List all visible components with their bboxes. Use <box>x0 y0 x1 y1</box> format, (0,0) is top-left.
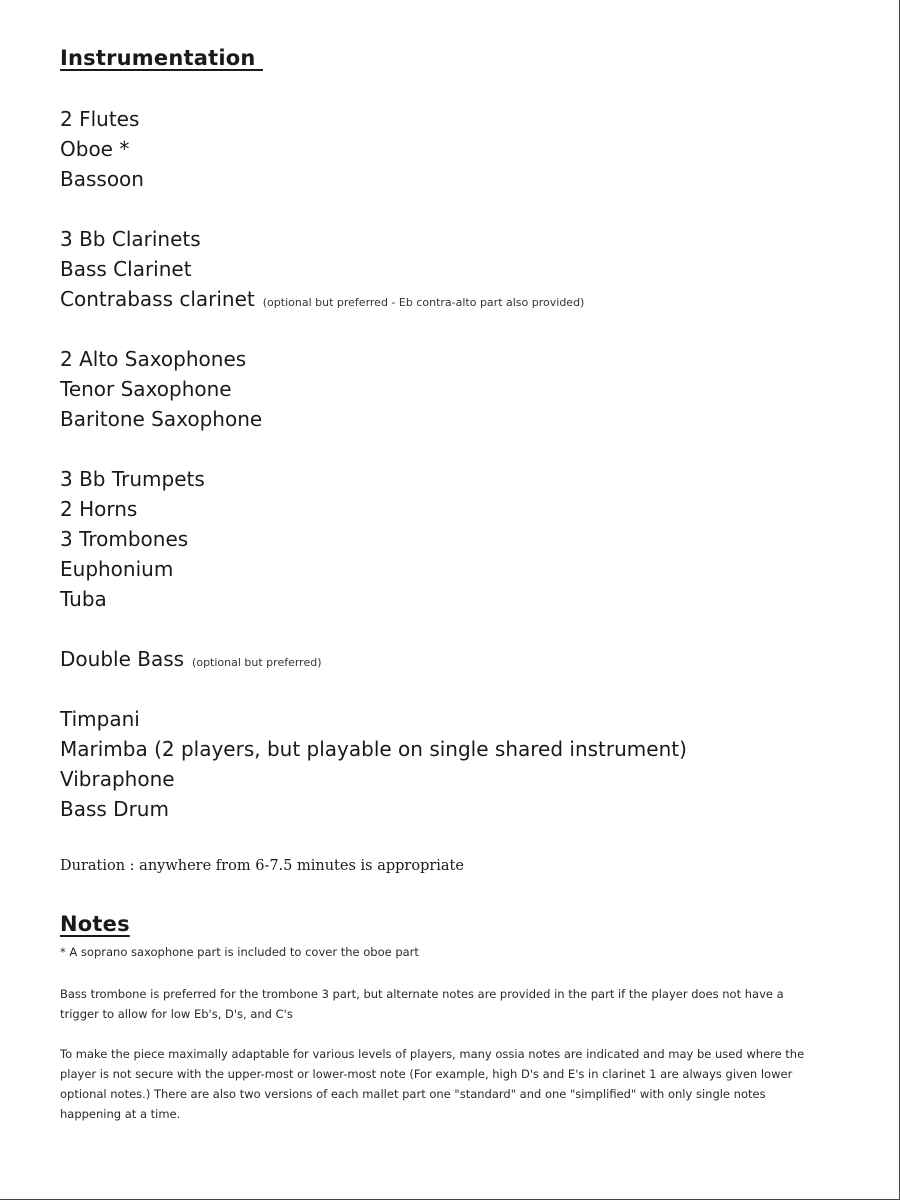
instrument-item <box>60 644 880 674</box>
instrument-name: 3 Bb Clarinets <box>60 227 201 251</box>
instrument-item <box>60 464 880 494</box>
instrument-item <box>60 524 880 554</box>
instrument-name: Bass Clarinet <box>60 257 192 281</box>
instrument-item <box>60 374 880 404</box>
instrument-group <box>60 644 880 674</box>
instrument-item <box>60 764 880 794</box>
instrumentation-heading: Instrumentation <box>60 46 264 70</box>
instrument-item <box>60 284 880 314</box>
instrument-item <box>60 494 880 524</box>
instrument-item <box>60 134 880 164</box>
instrument-item <box>60 734 880 764</box>
instrument-group <box>60 224 880 314</box>
instrumentation-list <box>60 104 880 854</box>
instrument-group <box>60 104 880 194</box>
instrument-name: Bass Drum <box>60 797 169 821</box>
instrument-item <box>60 554 880 584</box>
instrument-name: Baritone Saxophone <box>60 407 263 431</box>
duration-text: Duration : anywhere from 6-7.5 minutes is appropriate <box>60 858 464 874</box>
instrument-name: 3 Trombones <box>60 527 189 551</box>
instrument-item <box>60 584 880 614</box>
instrument-name: Double Bass <box>60 647 185 671</box>
instrument-note: (optional but preferred) <box>192 656 322 669</box>
instrument-item <box>60 224 880 254</box>
instrument-name: Oboe * <box>60 137 130 161</box>
instrument-name: Vibraphone <box>60 767 175 791</box>
note-adaptable: To make the piece maximally adaptable for various levels of players, many ossia notes are indicated and may be used where the player is not secure with the upper-most or lower-most note (For example, high D's and E's in clarinet 1 are always given lower optional notes.) There are also two versions of each mallet part one "standard" and one "simplified" with only single notes happening at a time. <box>60 1047 805 1121</box>
note-soprano-sax: * A soprano saxophone part is included to cover the oboe part <box>60 945 419 959</box>
instrument-item <box>60 104 880 134</box>
instrument-item <box>60 254 880 284</box>
instrument-name: Timpani <box>60 707 140 731</box>
instrument-item <box>60 404 880 434</box>
instrument-note: (optional but preferred - Eb contra-alto part also provided) <box>262 296 585 309</box>
instrument-name: 3 Bb Trumpets <box>60 467 205 491</box>
instrument-name: 2 Horns <box>60 497 138 521</box>
instrument-name: Tuba <box>60 587 107 611</box>
instrument-name: 2 Flutes <box>60 107 140 131</box>
note-trombone: Bass trombone is preferred for the trombone 3 part, but alternate notes are provided in the part if the player does not have a trigger to allow for low Eb's, D's, and C's <box>60 987 784 1021</box>
instrument-group <box>60 344 880 434</box>
instrument-item <box>60 344 880 374</box>
instrument-item <box>60 704 880 734</box>
instrument-name: Bassoon <box>60 167 144 191</box>
notes-body <box>60 942 820 1124</box>
instrument-name: Contrabass clarinet <box>60 287 255 311</box>
instrument-group <box>60 464 880 614</box>
instrument-group <box>60 704 880 824</box>
notes-heading: Notes <box>60 912 130 936</box>
instrument-item <box>60 794 880 824</box>
instrument-name: Tenor Saxophone <box>60 377 232 401</box>
instrument-name: Marimba (2 players, but playable on single shared instrument) <box>60 737 687 761</box>
instrument-name: Euphonium <box>60 557 174 581</box>
instrument-name: 2 Alto Saxophones <box>60 347 247 371</box>
instrument-item <box>60 164 880 194</box>
